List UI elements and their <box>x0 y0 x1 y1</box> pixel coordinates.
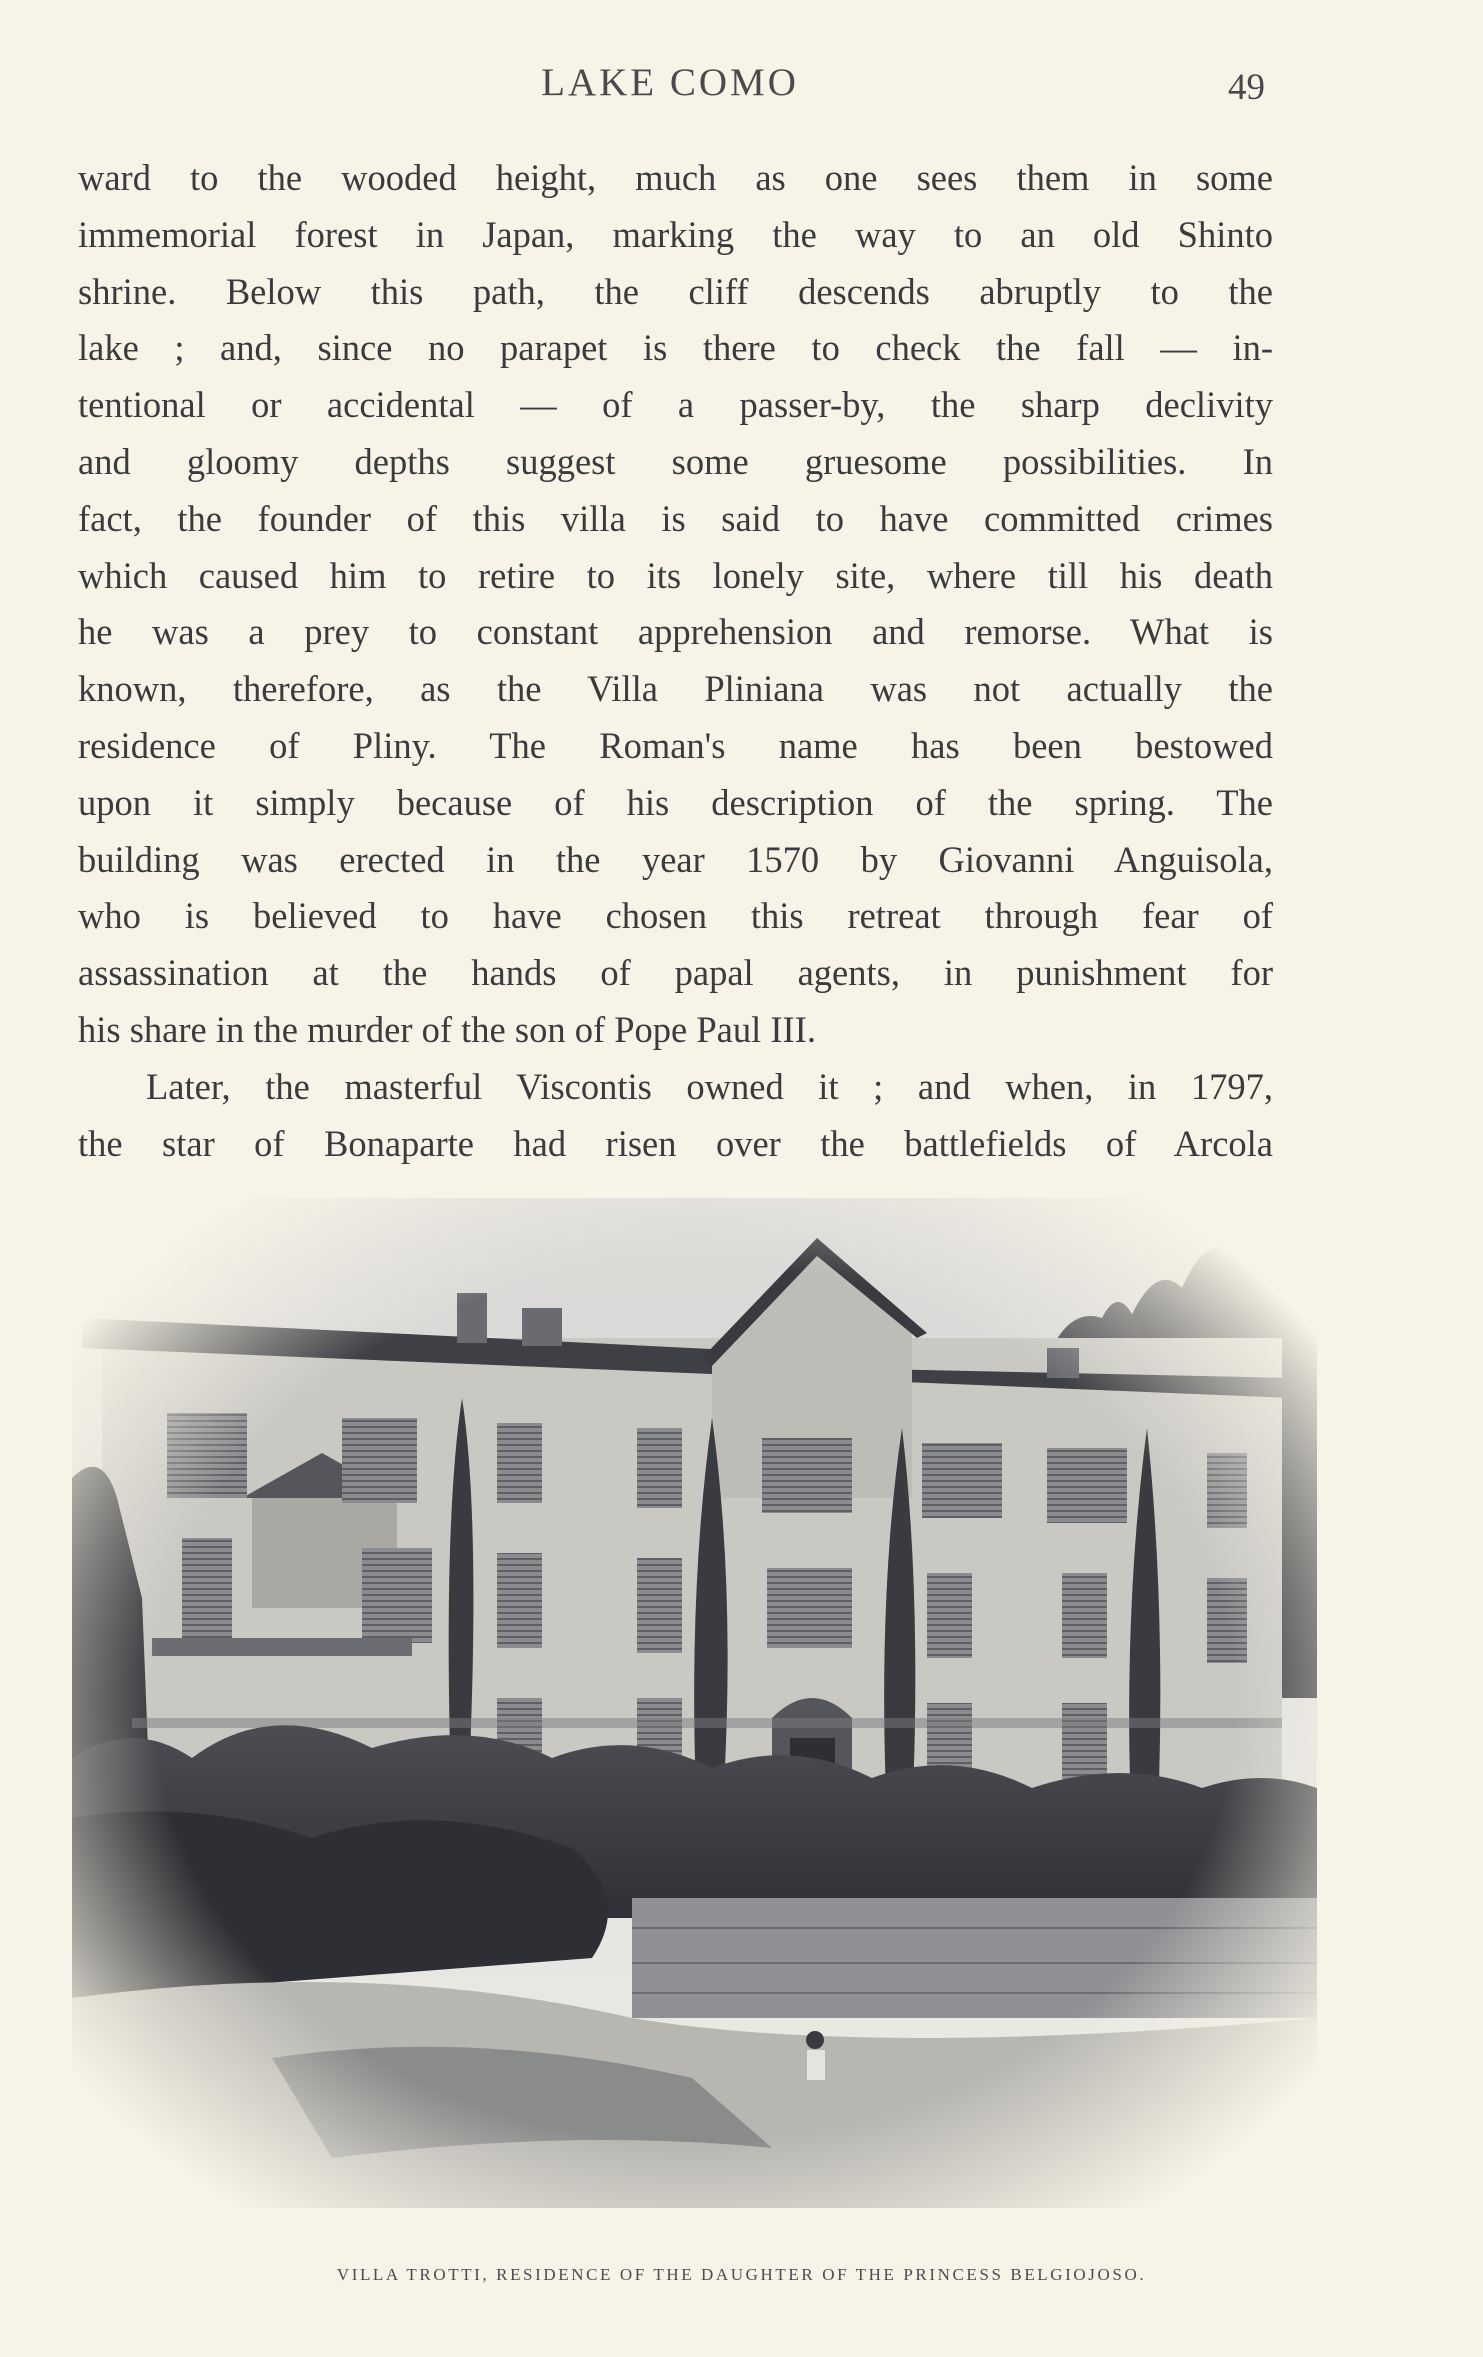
text-line: he was a prey to constant apprehension and remorse. What is <box>78 611 1273 653</box>
text-line: lake ; and, since no parapet is there to check the fall — in- <box>78 327 1273 369</box>
text-line: shrine. Below this path, the cliff descends abruptly to the <box>78 270 1273 312</box>
running-head <box>0 60 1483 110</box>
running-title: LAKE COMO <box>541 61 799 104</box>
text-line: known, therefore, as the Villa Pliniana was not actually the <box>78 668 1273 710</box>
text-line: immemorial forest in Japan, marking the way to an old Shinto <box>78 213 1273 255</box>
text-line: assassination at the hands of papal agents, in punishment for <box>78 952 1273 994</box>
paragraph-2 <box>78 1059 1273 1173</box>
text-line: his share in the murder of the son of Pope Paul III. <box>78 1008 816 1050</box>
text-line: fact, the founder of this villa is said to have committed crimes <box>78 497 1273 539</box>
text-line: which caused him to retire to its lonely site, where till his death <box>78 554 1273 596</box>
text-line: Later, the masterful Viscontis owned it ; and when, in 1797, <box>146 1065 1273 1107</box>
text-line: and gloomy depths suggest some gruesome possibilities. In <box>78 440 1273 482</box>
text-line: building was erected in the year 1570 by Giovanni Anguisola, <box>78 838 1273 880</box>
body-text <box>78 150 1273 1172</box>
paragraph-1 <box>78 150 1273 1059</box>
text-line: residence of Pliny. The Roman's name has been bestowed <box>78 724 1273 766</box>
text-line: who is believed to have chosen this retreat through fear of <box>78 895 1273 937</box>
text-line: the star of Bonaparte had risen over the battlefields of Arcola <box>78 1122 1273 1164</box>
text-line: tentional or accidental — of a passer-by, the sharp declivity <box>78 384 1273 426</box>
text-line: upon it simply because of his description of the spring. The <box>78 781 1273 823</box>
page-number: 49 <box>1228 67 1265 108</box>
figure-caption: VILLA TROTTI, RESIDENCE OF THE DAUGHTER OF THE PRINCESS BELGIOJOSO. <box>336 2265 1147 2284</box>
villa-trotti-photograph <box>72 1198 1317 2208</box>
text-line: ward to the wooded height, much as one sees them in some <box>78 157 1273 198</box>
